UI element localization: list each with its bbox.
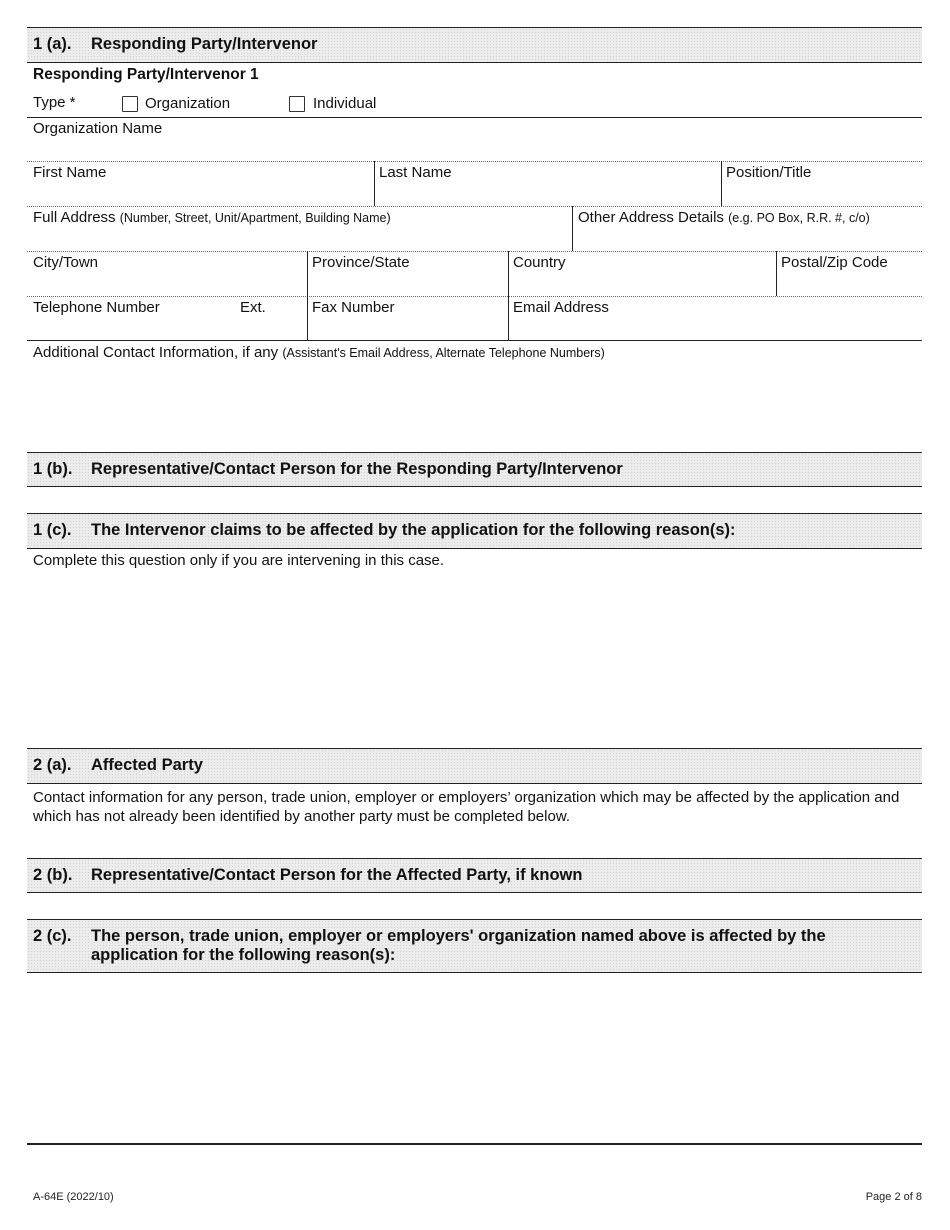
extension-label: Ext. xyxy=(240,299,266,316)
form-id: A-64E (2022/10) xyxy=(33,1191,114,1203)
additional-contact-label xyxy=(33,344,605,361)
section-1c-response-field[interactable] xyxy=(27,575,922,743)
additional-contact-label-text: Additional Contact Information, if any xyxy=(33,344,279,361)
position-title-field[interactable] xyxy=(722,184,922,206)
divider xyxy=(27,251,922,252)
divider xyxy=(27,296,922,297)
email-field[interactable] xyxy=(509,319,922,341)
full-address-label-text: Full Address xyxy=(33,209,116,226)
organization-name-field[interactable] xyxy=(27,138,922,160)
province-label: Province/State xyxy=(312,254,410,271)
full-address-label xyxy=(33,209,391,226)
additional-contact-field[interactable] xyxy=(27,364,922,448)
full-address-hint: (Number, Street, Unit/Apartment, Building Name) xyxy=(119,211,391,225)
divider xyxy=(27,206,922,207)
section-1b-title: Representative/Contact Person for the Responding Party/Intervenor xyxy=(91,460,623,478)
other-address-label xyxy=(578,209,870,226)
additional-contact-hint: (Assistant's Email Address, Alternate Telephone Numbers) xyxy=(282,346,605,360)
section-1c-title: The Intervenor claims to be affected by the application for the following reason(s): xyxy=(91,521,736,539)
section-1c-header xyxy=(27,513,922,549)
organization-name-label: Organization Name xyxy=(33,120,163,137)
province-field[interactable] xyxy=(308,274,507,296)
section-1a-header xyxy=(27,27,922,63)
section-2a-text: Contact information for any person, trade union, employer or employers’ organization which may be affected by the application and which has not already been identified by another party must be completed below. xyxy=(33,789,900,825)
section-2a-header xyxy=(27,748,922,784)
section-2b-number: 2 (b). xyxy=(33,866,73,884)
extension-field[interactable] xyxy=(240,319,306,341)
section-2c-number: 2 (c). xyxy=(33,927,72,945)
type-label: Type * xyxy=(33,94,76,111)
section-2a-number: 2 (a). xyxy=(33,756,72,774)
fax-field[interactable] xyxy=(308,319,507,341)
individual-option-label: Individual xyxy=(313,95,377,112)
section-1c-instruction: Complete this question only if you are intervening in this case. xyxy=(33,552,445,569)
first-name-field[interactable] xyxy=(27,184,373,206)
fax-label: Fax Number xyxy=(312,299,395,316)
section-1a-title: Responding Party/Intervenor xyxy=(91,35,318,53)
last-name-field[interactable] xyxy=(375,184,720,206)
page-number: Page 2 of 8 xyxy=(865,1191,922,1203)
other-address-field[interactable] xyxy=(573,229,922,251)
section-1a-number: 1 (a). xyxy=(33,35,72,53)
section-1b-header xyxy=(27,452,922,487)
full-address-field[interactable] xyxy=(27,229,571,251)
organization-option-label: Organization xyxy=(145,95,231,112)
divider xyxy=(27,117,922,118)
section-2c-response-field[interactable] xyxy=(27,976,922,1140)
last-name-label: Last Name xyxy=(379,164,452,181)
city-field[interactable] xyxy=(27,274,306,296)
postal-code-field[interactable] xyxy=(777,274,922,296)
country-field[interactable] xyxy=(509,274,775,296)
section-2c-header xyxy=(27,919,922,973)
city-label: City/Town xyxy=(33,254,99,271)
country-label: Country xyxy=(513,254,566,271)
footer-divider xyxy=(27,1143,922,1145)
section-2c-title: The person, trade union, employer or employers' organization named above is affected by the application for the following reason(s): xyxy=(91,927,826,964)
section-1b-number: 1 (b). xyxy=(33,460,73,478)
organization-checkbox[interactable] xyxy=(122,96,138,112)
other-address-label-text: Other Address Details xyxy=(578,209,724,226)
postal-code-label: Postal/Zip Code xyxy=(781,254,888,271)
section-2b-header xyxy=(27,858,922,893)
divider xyxy=(27,340,922,341)
telephone-label: Telephone Number xyxy=(33,299,160,316)
first-name-label: First Name xyxy=(33,164,107,181)
position-title-label: Position/Title xyxy=(726,164,812,181)
section-2a-title: Affected Party xyxy=(91,756,203,774)
divider xyxy=(27,161,922,162)
individual-checkbox[interactable] xyxy=(289,96,305,112)
section-1c-number: 1 (c). xyxy=(33,521,72,539)
email-label: Email Address xyxy=(513,299,609,316)
telephone-field[interactable] xyxy=(27,319,237,341)
section-2b-title: Representative/Contact Person for the Affected Party, if known xyxy=(91,866,583,884)
responding-party-subheading: Responding Party/Intervenor 1 xyxy=(33,66,259,83)
other-address-hint: (e.g. PO Box, R.R. #, c/o) xyxy=(728,211,870,225)
